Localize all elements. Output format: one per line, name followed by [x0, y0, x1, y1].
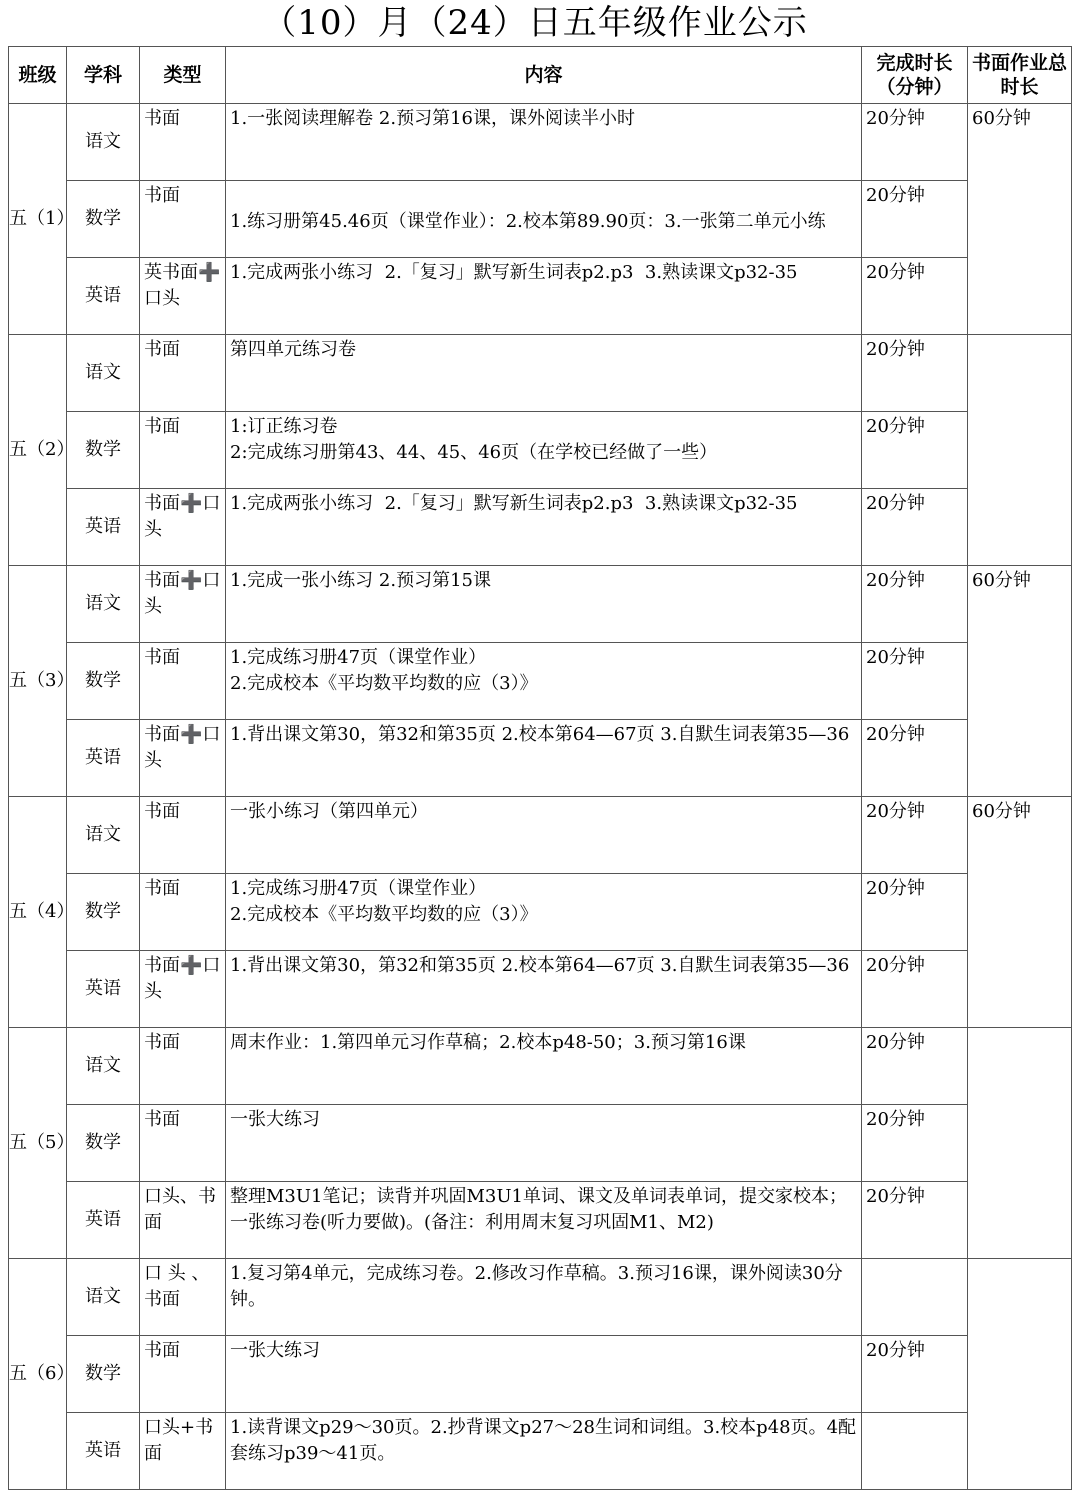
- time-cell: 20分钟: [862, 104, 968, 181]
- time-cell: 20分钟: [862, 566, 968, 643]
- total-time-cell: [968, 335, 1072, 566]
- type-cell: 口 头 、书面: [140, 1259, 226, 1336]
- subject-cell: 语文: [67, 797, 140, 874]
- homework-table: [8, 46, 1072, 1490]
- header-row: [9, 47, 1072, 104]
- table-row: [9, 335, 1072, 412]
- time-cell: 20分钟: [862, 643, 968, 720]
- subject-cell: 数学: [67, 874, 140, 951]
- time-cell: 20分钟: [862, 181, 968, 258]
- content-cell: 1.练习册第45.46页（课堂作业）：2.校本第89.90页：3.一张第二单元小练: [226, 181, 862, 258]
- time-cell: 20分钟: [862, 720, 968, 797]
- content-cell: 1.完成练习册47页（课堂作业） 2.完成校本《平均数平均数的应（3）》: [226, 643, 862, 720]
- time-cell: 20分钟: [862, 874, 968, 951]
- total-time-cell: 60分钟: [968, 104, 1072, 335]
- content-cell: 1.完成练习册47页（课堂作业） 2.完成校本《平均数平均数的应（3）》: [226, 874, 862, 951]
- table-row: [9, 181, 1072, 258]
- class-label: 五（6）: [9, 1259, 67, 1490]
- type-cell: 书面: [140, 412, 226, 489]
- table-row: [9, 951, 1072, 1028]
- total-time-cell: [968, 1028, 1072, 1259]
- content-cell: 整理M3U1笔记；读背并巩固M3U1单词、课文及单词表单词，提交家校本；一张练习卷(听力要做)。(备注：利用周末复习巩固M1、M2): [226, 1182, 862, 1259]
- content-cell: 1.背出课文第30，第32和第35页 2.校本第64—67页 3.自默生词表第35—36: [226, 951, 862, 1028]
- header-total: 书面作业总时长: [968, 47, 1072, 104]
- time-cell: 20分钟: [862, 1336, 968, 1413]
- content-cell: 第四单元练习卷: [226, 335, 862, 412]
- time-cell: 20分钟: [862, 1028, 968, 1105]
- content-cell: 1.完成两张小练习 2.「复习」默写新生词表p2.p3 3.熟读课文p32-35: [226, 258, 862, 335]
- type-cell: 口头、书面: [140, 1182, 226, 1259]
- subject-cell: 语文: [67, 1028, 140, 1105]
- subject-cell: 数学: [67, 412, 140, 489]
- table-row: [9, 1413, 1072, 1490]
- page-title: （10）月（24）日五年级作业公示: [262, 3, 808, 43]
- content-cell: 周末作业：1.第四单元习作草稿；2.校本p48-50；3.预习第16课: [226, 1028, 862, 1105]
- table-row: [9, 1336, 1072, 1413]
- table-row: [9, 104, 1072, 181]
- total-time-cell: 60分钟: [968, 797, 1072, 1028]
- time-cell: 20分钟: [862, 1182, 968, 1259]
- time-cell: [862, 1259, 968, 1336]
- subject-cell: 英语: [67, 258, 140, 335]
- type-cell: 书面: [140, 1105, 226, 1182]
- table-row: [9, 643, 1072, 720]
- class-label: 五（1）: [9, 104, 67, 335]
- content-cell: 1:订正练习卷 2:完成练习册第43、44、45、46页（在学校已经做了一些）: [226, 412, 862, 489]
- class-label: 五（3）: [9, 566, 67, 797]
- table-row: [9, 797, 1072, 874]
- type-cell: 书面➕口头: [140, 720, 226, 797]
- table-row: [9, 489, 1072, 566]
- header-type: 类型: [140, 47, 226, 104]
- content-cell: 一张大练习: [226, 1336, 862, 1413]
- header-class: 班级: [9, 47, 67, 104]
- header-content: 内容: [226, 47, 862, 104]
- class-label: 五（2）: [9, 335, 67, 566]
- type-cell: 书面➕口头: [140, 951, 226, 1028]
- type-cell: 书面➕口头: [140, 489, 226, 566]
- content-cell: 一张小练习（第四单元）: [226, 797, 862, 874]
- time-cell: 20分钟: [862, 489, 968, 566]
- table-row: [9, 874, 1072, 951]
- time-cell: 20分钟: [862, 412, 968, 489]
- time-cell: 20分钟: [862, 1105, 968, 1182]
- subject-cell: 数学: [67, 181, 140, 258]
- subject-cell: 语文: [67, 104, 140, 181]
- time-cell: 20分钟: [862, 335, 968, 412]
- class-label: 五（5）: [9, 1028, 67, 1259]
- time-cell: 20分钟: [862, 258, 968, 335]
- type-cell: 书面➕口头: [140, 566, 226, 643]
- table-row: [9, 1105, 1072, 1182]
- header-time: 完成时长（分钟）: [862, 47, 968, 104]
- content-cell: 1.完成两张小练习 2.「复习」默写新生词表p2.p3 3.熟读课文p32-35: [226, 489, 862, 566]
- type-cell: 英书面➕口头: [140, 258, 226, 335]
- type-cell: 书面: [140, 643, 226, 720]
- subject-cell: 英语: [67, 951, 140, 1028]
- total-time-cell: [968, 1259, 1072, 1490]
- content-cell: 1.复习第4单元，完成练习卷。2.修改习作草稿。3.预习16课，课外阅读30分钟。: [226, 1259, 862, 1336]
- total-time-cell: 60分钟: [968, 566, 1072, 797]
- header-subject: 学科: [67, 47, 140, 104]
- type-cell: 书面: [140, 104, 226, 181]
- type-cell: 书面: [140, 797, 226, 874]
- content-cell: 1.读背课文p29～30页。2.抄背课文p27～28生词和词组。3.校本p48页。4配套练习p39～41页。: [226, 1413, 862, 1490]
- content-cell: 1.完成一张小练习 2.预习第15课: [226, 566, 862, 643]
- type-cell: 书面: [140, 1336, 226, 1413]
- type-cell: 口头+书面: [140, 1413, 226, 1490]
- subject-cell: 语文: [67, 335, 140, 412]
- subject-cell: 英语: [67, 720, 140, 797]
- content-cell: 一张大练习: [226, 1105, 862, 1182]
- type-cell: 书面: [140, 335, 226, 412]
- subject-cell: 英语: [67, 1413, 140, 1490]
- subject-cell: 英语: [67, 489, 140, 566]
- table-row: [9, 566, 1072, 643]
- time-cell: [862, 1413, 968, 1490]
- subject-cell: 数学: [67, 1336, 140, 1413]
- table-row: [9, 1259, 1072, 1336]
- subject-cell: 语文: [67, 566, 140, 643]
- content-cell: 1.一张阅读理解卷 2.预习第16课，课外阅读半小时: [226, 104, 862, 181]
- subject-cell: 英语: [67, 1182, 140, 1259]
- table-row: [9, 1028, 1072, 1105]
- class-label: 五（4）: [9, 797, 67, 1028]
- time-cell: 20分钟: [862, 951, 968, 1028]
- table-row: [9, 1182, 1072, 1259]
- table-row: [9, 720, 1072, 797]
- type-cell: 书面: [140, 1028, 226, 1105]
- table-row: [9, 258, 1072, 335]
- time-cell: 20分钟: [862, 797, 968, 874]
- subject-cell: 数学: [67, 643, 140, 720]
- type-cell: 书面: [140, 874, 226, 951]
- subject-cell: 数学: [67, 1105, 140, 1182]
- type-cell: 书面: [140, 181, 226, 258]
- subject-cell: 语文: [67, 1259, 140, 1336]
- content-cell: 1.背出课文第30，第32和第35页 2.校本第64—67页 3.自默生词表第35—36: [226, 720, 862, 797]
- table-row: [9, 412, 1072, 489]
